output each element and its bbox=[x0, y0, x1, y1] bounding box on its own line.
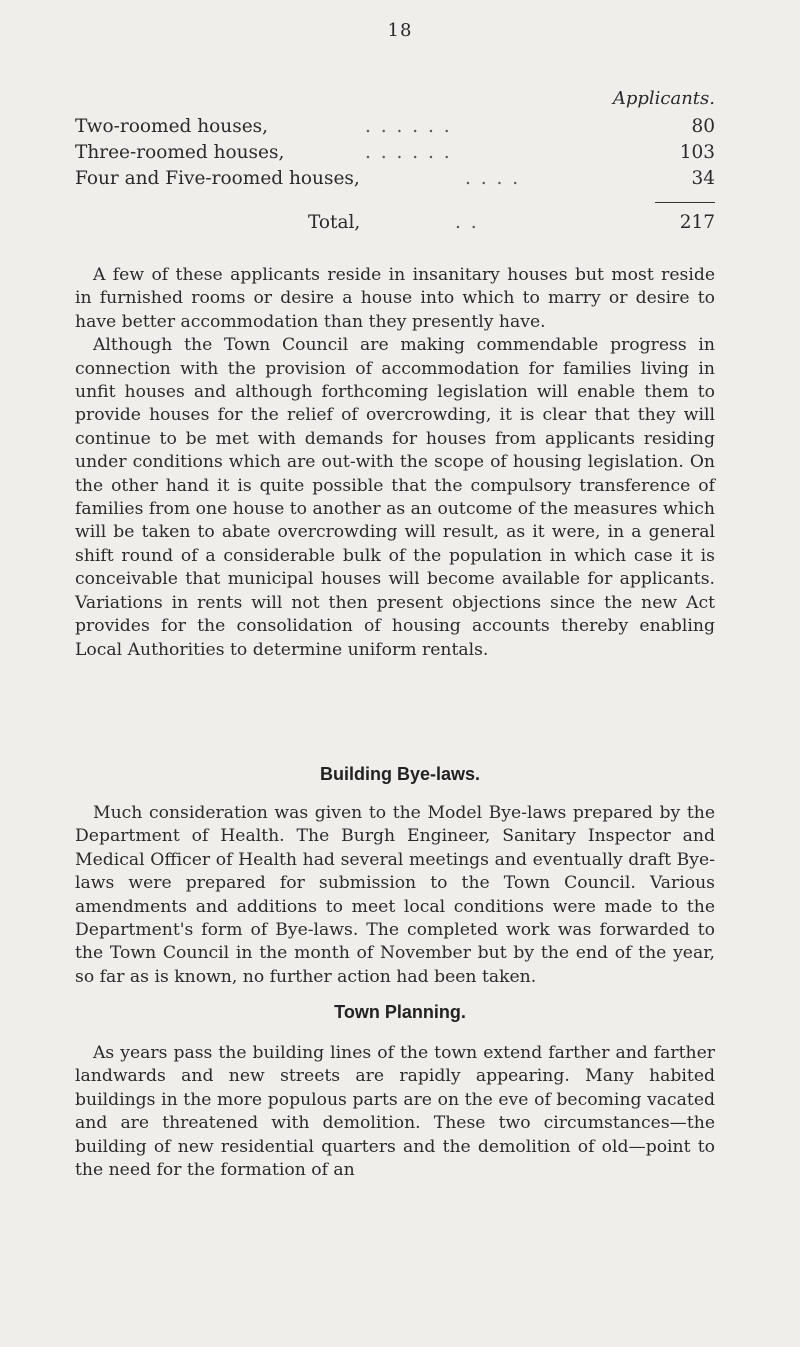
paragraph: Although the Town Council are making commendable progress in connection with the provision of accommodation for families living in unfit houses and although forthcoming legislation will enable them to provide houses for the relief of overcrowding, it is clear that they will continue to be met with demands for houses from applicants residing under conditions which are out-with the scope of housing legislation. On the other hand it is quite possible that the compulsory transference of families from one house to another as an outcome of the measures which will be taken to abate overcrowding will result, as it were, in a general shift round of a considerable bulk of the population in which case it is conceivable that municipal houses will become available for applicants. Variations in rents will not then present objections since the new Act provides for the consolidation of housing accounts thereby enabling Local Authorities to determine uniform rentals. bbox=[75, 335, 715, 660]
total-rule bbox=[655, 202, 715, 203]
table-row bbox=[75, 116, 715, 142]
leader-dots: . . . . . . bbox=[365, 142, 452, 163]
paragraph: Much consideration was given to the Model Bye-laws prepared by the Department of Health. The Burgh Engineer, Sanitary Inspector and Medical Officer of Health had several meetings and eventually draft Bye-laws were prepared for submission to the Town Council. Various amendments and additions to meet local conditions were made to the Department's form of Bye-laws. The completed work was forwarded to the Town Council in the month of November but by the end of the year, so far as is known, no further action had been taken. bbox=[75, 803, 715, 987]
paragraph: A few of these applicants reside in insanitary houses but most reside in furnished rooms or desire a house into which to marry or desire to have better accommodation than they presently have. bbox=[75, 265, 715, 332]
section-heading-building-bye-laws: Building Bye-laws. bbox=[319, 764, 481, 784]
paragraph: As years pass the building lines of the town extend farther and farther landwards and new streets are rapidly appearing. Many habited buildings in the more populous parts are on the eve of becoming vacated and are threatened with demolition. These two circumstances—the building of new residential quarters and the demolition of old—point to the need for the formation of an bbox=[75, 1043, 715, 1181]
page-number: 18 bbox=[387, 20, 413, 41]
total-value: 217 bbox=[679, 212, 715, 233]
leader-dots: . . bbox=[455, 212, 479, 233]
building-bye-laws-text bbox=[75, 802, 715, 989]
row-label: Three-roomed houses, bbox=[75, 142, 285, 163]
total-label: Total, bbox=[308, 212, 361, 233]
row-label: Four and Five-roomed houses, bbox=[75, 168, 360, 189]
row-value: 34 bbox=[691, 168, 715, 189]
row-label: Two-roomed houses, bbox=[75, 116, 269, 137]
table-column-header: Applicants. bbox=[612, 88, 715, 109]
row-value: 103 bbox=[679, 142, 715, 163]
applicants-discussion bbox=[75, 264, 715, 662]
table-row bbox=[75, 168, 715, 194]
table-row bbox=[75, 142, 715, 168]
section-heading-town-planning: Town Planning. bbox=[334, 1002, 466, 1022]
row-value: 80 bbox=[691, 116, 715, 137]
leader-dots: . . . . bbox=[465, 168, 521, 189]
total-row bbox=[75, 212, 715, 238]
leader-dots: . . . . . . bbox=[365, 116, 452, 137]
town-planning-text bbox=[75, 1042, 715, 1182]
